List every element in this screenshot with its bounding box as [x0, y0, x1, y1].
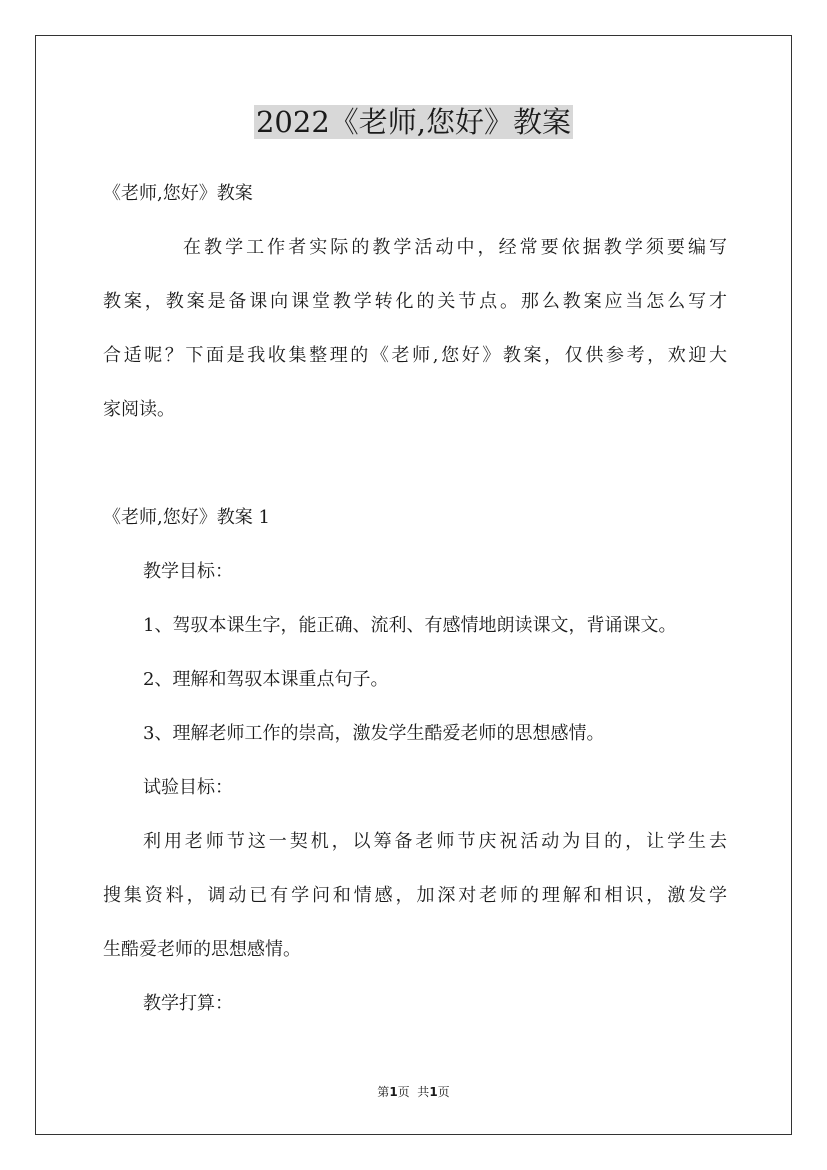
teaching-plan-heading: 教学打算：	[143, 993, 233, 1014]
experiment-goal-line-1: 利用老师节这一契机，以筹备老师节庆祝活动为目的，让学生去	[143, 831, 727, 852]
footer-page-suffix: 页	[437, 1085, 450, 1099]
page-footer	[0, 1084, 827, 1100]
footer-page-mid: 页 共	[397, 1085, 430, 1099]
teaching-goals-heading: 教学目标：	[143, 561, 233, 582]
teaching-goal-2: 2、理解和驾驭本课重点句子。	[143, 669, 389, 690]
footer-page-current: 1	[389, 1085, 398, 1099]
intro-line-2: 教案，教案是备课向课堂教学转化的关节点。那么教案应当怎么写才	[103, 291, 727, 312]
experiment-goal-line-2: 搜集资料，调动已有学问和情感，加深对老师的理解和相识，激发学	[103, 885, 727, 906]
section-title: 《老师,您好》教案 1	[103, 507, 270, 528]
footer-page-prefix: 第	[377, 1085, 390, 1099]
intro-line-1: 在教学工作者实际的教学活动中，经常要依据教学须要编写	[183, 237, 727, 258]
experiment-goal-line-3: 生酷爱老师的思想感情。	[103, 939, 301, 960]
document-title: 2022《老师,您好》教案	[255, 105, 572, 139]
teaching-goal-1: 1、驾驭本课生字，能正确、流利、有感情地朗读课文，背诵课文。	[143, 615, 677, 636]
intro-line-4: 家阅读。	[103, 399, 175, 420]
experiment-goals-heading: 试验目标：	[143, 777, 233, 798]
footer-page-total: 1	[429, 1085, 438, 1099]
document-subtitle: 《老师,您好》教案	[103, 183, 253, 204]
teaching-goal-3: 3、理解老师工作的崇高，激发学生酷爱老师的思想感情。	[143, 723, 605, 744]
intro-line-3: 合适呢？下面是我收集整理的《老师,您好》教案，仅供参考，欢迎大	[103, 345, 727, 366]
